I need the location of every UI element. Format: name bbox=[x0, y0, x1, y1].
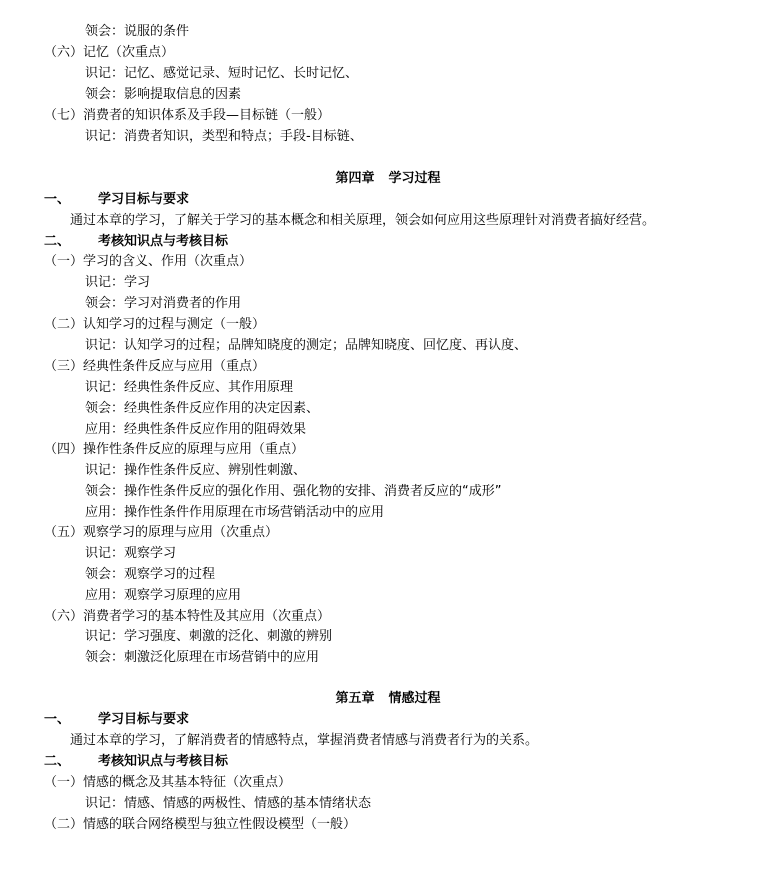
text-line: 识记：消费者知识，类型和特点；手段-目标链、 bbox=[85, 129, 363, 144]
text-line: 领会：操作性条件反应的强化作用、强化物的安排、消费者反应的“成形” bbox=[85, 484, 502, 499]
section-heading: （二）认知学习的过程与测定（一般） bbox=[44, 317, 266, 332]
section-heading: （七）消费者的知识体系及手段—目标链（一般） bbox=[44, 108, 331, 123]
section-heading: （六）记忆（次重点） bbox=[44, 45, 175, 60]
section-heading: （二）情感的联合网络模型与独立性假设模型（一般） bbox=[44, 817, 357, 832]
section-heading: （一）学习的含义、作用（次重点） bbox=[44, 254, 253, 269]
section-heading: （一）情感的概念及其基本特征（次重点） bbox=[44, 775, 292, 790]
text-line: 领会：学习对消费者的作用 bbox=[85, 296, 242, 311]
chapter-title bbox=[0, 169, 776, 189]
paragraph: 通过本章的学习，了解消费者的情感特点，掌握消费者情感与消费者行为的关系。 bbox=[70, 733, 539, 748]
assessment-heading bbox=[0, 232, 776, 252]
chapter-number: 第四章 bbox=[335, 171, 375, 186]
text-line: 领会：观察学习的过程 bbox=[85, 567, 216, 582]
text-line: 应用：观察学习原理的应用 bbox=[85, 588, 242, 603]
heading-number: 二、 bbox=[44, 234, 71, 249]
heading-text: 考核知识点与考核目标 bbox=[98, 754, 229, 769]
text-line: 领会：刺激泛化原理在市场营销中的应用 bbox=[85, 650, 320, 665]
chapter-title bbox=[0, 689, 776, 709]
objective-heading bbox=[0, 710, 776, 730]
text-line: 领会：经典性条件反应作用的决定因素、 bbox=[85, 401, 320, 416]
section-heading: （五）观察学习的原理与应用（次重点） bbox=[44, 525, 279, 540]
text-line: 识记：学习强度、刺激的泛化、刺激的辨别 bbox=[85, 629, 333, 644]
text-line: 领会：说服的条件 bbox=[85, 24, 190, 39]
text-line: 识记：操作性条件反应、辨别性刺激、 bbox=[85, 463, 307, 478]
text-line: 领会：影响提取信息的因素 bbox=[85, 87, 242, 102]
heading-text: 考核知识点与考核目标 bbox=[98, 234, 229, 249]
section-heading: （六）消费者学习的基本特性及其应用（次重点） bbox=[44, 609, 331, 624]
assessment-heading bbox=[0, 752, 776, 772]
text-line: 识记：认知学习的过程；品牌知晓度的测定；品牌知晓度、回忆度、再认度、 bbox=[85, 338, 528, 353]
chapter-number: 第五章 bbox=[335, 691, 375, 706]
chapter-name: 情感过程 bbox=[388, 691, 441, 706]
text-line: 应用：经典性条件反应作用的阻碍效果 bbox=[85, 422, 307, 437]
heading-number: 二、 bbox=[44, 754, 71, 769]
text-line: 应用：操作性条件作用原理在市场营销活动中的应用 bbox=[85, 505, 385, 520]
heading-text: 学习目标与要求 bbox=[98, 712, 190, 727]
text-line: 识记：情感、情感的两极性、情感的基本情绪状态 bbox=[85, 796, 372, 811]
paragraph: 通过本章的学习，了解关于学习的基本概念和相关原理，领会如何应用这些原理针对消费者搞好经营。 bbox=[70, 213, 656, 228]
text-line: 识记：经典性条件反应、其作用原理 bbox=[85, 380, 294, 395]
section-heading: （三）经典性条件反应与应用（重点） bbox=[44, 359, 266, 374]
heading-number: 一、 bbox=[44, 192, 71, 207]
text-line: 识记：记忆、感觉记录、短时记忆、长时记忆、 bbox=[85, 66, 359, 81]
text-line: 识记：学习 bbox=[85, 275, 151, 290]
chapter-name: 学习过程 bbox=[388, 171, 441, 186]
text-line: 识记：观察学习 bbox=[85, 546, 177, 561]
section-heading: （四）操作性条件反应的原理与应用（重点） bbox=[44, 442, 305, 457]
heading-text: 学习目标与要求 bbox=[98, 192, 190, 207]
objective-heading bbox=[0, 190, 776, 210]
heading-number: 一、 bbox=[44, 712, 71, 727]
